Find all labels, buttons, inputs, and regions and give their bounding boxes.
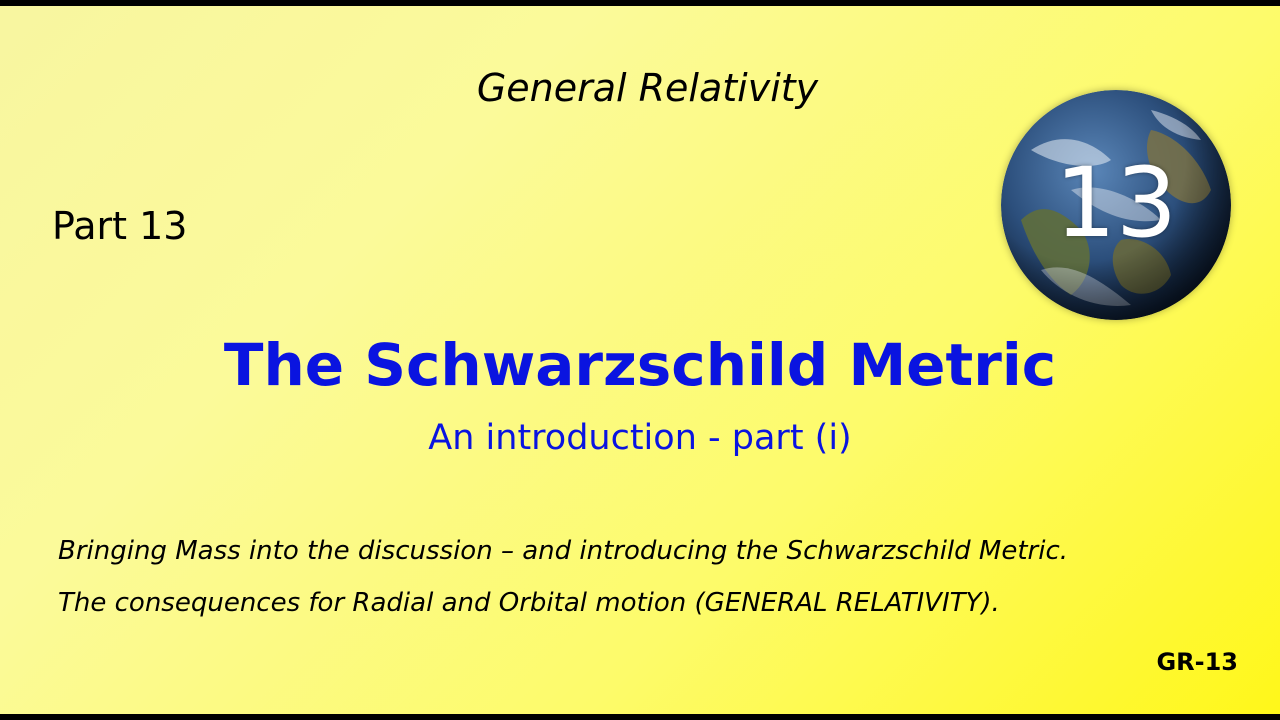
description-line-1: Bringing Mass into the discussion – and introducing the Schwarzschild Metric. — [58, 536, 1069, 566]
subtitle: An introduction - part (i) — [428, 418, 852, 458]
globe-part-number: 13 — [1054, 147, 1178, 259]
main-title: The Schwarzschild Metric — [223, 331, 1057, 399]
part-label: Part 13 — [52, 204, 188, 248]
lecture-code: GR-13 — [1156, 648, 1238, 676]
title-slide — [0, 6, 1280, 714]
series-title: General Relativity — [476, 66, 819, 110]
earth-globe-icon — [1001, 90, 1231, 320]
description-line-2: The consequences for Radial and Orbital motion (GENERAL RELATIVITY). — [58, 588, 1000, 618]
